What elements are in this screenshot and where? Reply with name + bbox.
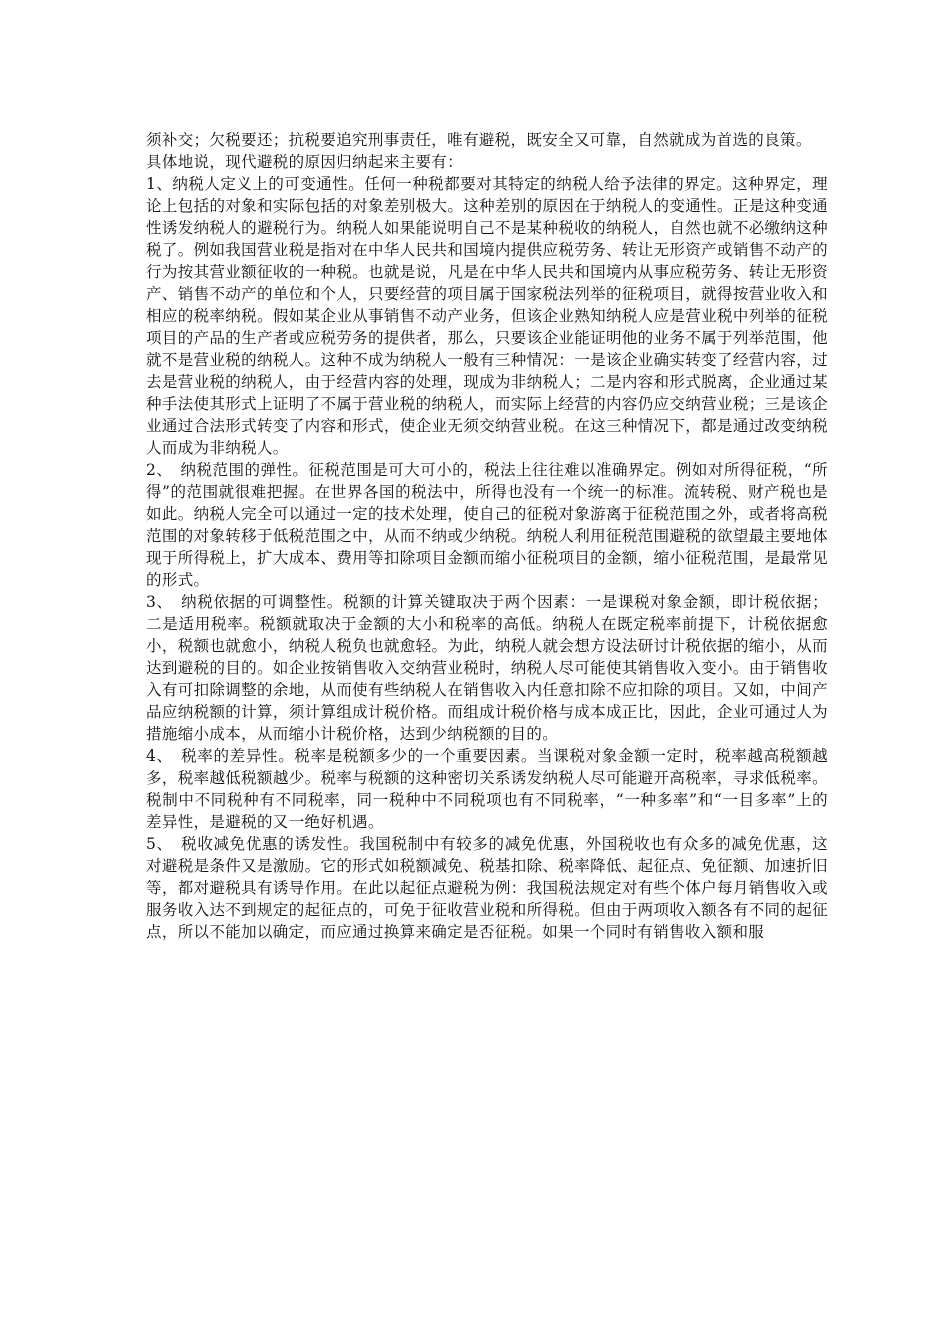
paragraph-reason-1: 1、纳税人定义上的可变通性。任何一种税都要对其特定的纳税人给予法律的界定。这种界定，理论上包括的对象和实际包括的对象差别极大。这种差别的原因在于纳税人的变通性。正是这种变通性诱发纳税人的避税行为。纳税人如果能说明自己不是某种税收的纳税人，自然也就不必缴纳这种税了。例如我国营业税是指对在中华人民共和国境内提供应税劳务、转让无形资产或销售不动产的行为按其营业额征收的一种税。也就是说，凡是在中华人民共和国境内从事应税劳务、转让无形资产、销售不动产的单位和个人，只要经营的项目属于国家税法列举的征税项目，就得按营业收入和相应的税率纳税。假如某企业从事销售不动产业务，但该企业熟知纳税人应是营业税中列举的征税项目的产品的生产者或应税劳务的提供者，那么，只要该企业能证明他的业务不属于列举范围，他就不是营业税的纳税人。这种不成为纳税人一般有三种情况：一是该企业确实转变了经营内容，过去是营业税的纳税人，由于经营内容的处理，现成为非纳税人；二是内容和形式脱离，企业通过某种手法使其形式上证明了不属于营业税的纳税人，而实际上经营的内容仍应交纳营业税；三是该企业通过合法形式转变了内容和形式，使企业无须交纳营业税。在这三种情况下，都是通过改变纳税人而成为非纳税人。 — [146, 175, 828, 457]
document-body — [146, 129, 828, 943]
paragraph-reason-2: 2、 纳税范围的弹性。征税范围是可大可小的，税法上往往难以准确界定。例如对所得征税，“所得”的范围就很难把握。在世界各国的税法中，所得也没有一个统一的标准。流转税、财产税也是如此。纳税人完全可以通过一定的技术处理，使自己的征税对象游离于征税范围之外，或者将高税范围的对象转移于低税范围之中，从而不纳或少纳税。纳税人利用征税范围避税的欲望最主要地体现于所得税上，扩大成本、费用等扣除项目金额而缩小征税项目的金额，缩小征税范围，是最常见的形式。 — [146, 461, 828, 589]
paragraph-intro-continuation: 须补交；欠税要还；抗税要追究刑事责任，唯有避税，既安全又可靠，自然就成为首选的良策。 — [146, 131, 812, 149]
paragraph-reason-3: 3、 纳税依据的可调整性。税额的计算关键取决于两个因素：一是课税对象金额，即计税依据；二是适用税率。税额就取决于金额的大小和税率的高低。纳税人在既定税率前提下，计税依据愈小，税额也就愈小，纳税人税负也就愈轻。为此，纳税人就会想方设法研讨计税依据的缩小，从而达到避税的目的。如企业按销售收入交纳营业税时，纳税人尽可能使其销售收入变小。由于销售收入有可扣除调整的余地，从而使有些纳税人在销售收入内任意扣除不应扣除的项目。又如，中间产品应纳税额的计算，须计算组成计税价格。而组成计税价格与成本成正比，因此，企业可通过人为措施缩小成本，从而缩小计税价格，达到少纳税额的目的。 — [146, 593, 828, 743]
paragraph-reasons-heading: 具体地说，现代避税的原因归纳起来主要有： — [146, 153, 464, 171]
paragraph-reason-5: 5、 税收减免优惠的诱发性。我国税制中有较多的减免优惠，外国税收也有众多的减免优惠，这对避税是条件又是激励。它的形式如税额减免、税基扣除、税率降低、起征点、免征额、加速折旧等，都对避税具有诱导作用。在此以起征点避税为例：我国税法规定对有些个体户每月销售收入或服务收入达不到规定的起征点的，可免于征收营业税和所得税。但由于两项收入额各有不同的起征点，所以不能加以确定，而应通过换算来确定是否征税。如果一个同时有销售收入额和服 — [146, 835, 828, 941]
paragraph-reason-4: 4、 税率的差异性。税率是税额多少的一个重要因素。当课税对象金额一定时，税率越高税额越多，税率越低税额越少。税率与税额的这种密切关系诱发纳税人尽可能避开高税率，寻求低税率。税制中不同税种有不同税率，同一税种中不同税项也有不同税率，“一种多率”和“一目多率”上的差异性，是避税的又一绝好机遇。 — [146, 747, 828, 831]
